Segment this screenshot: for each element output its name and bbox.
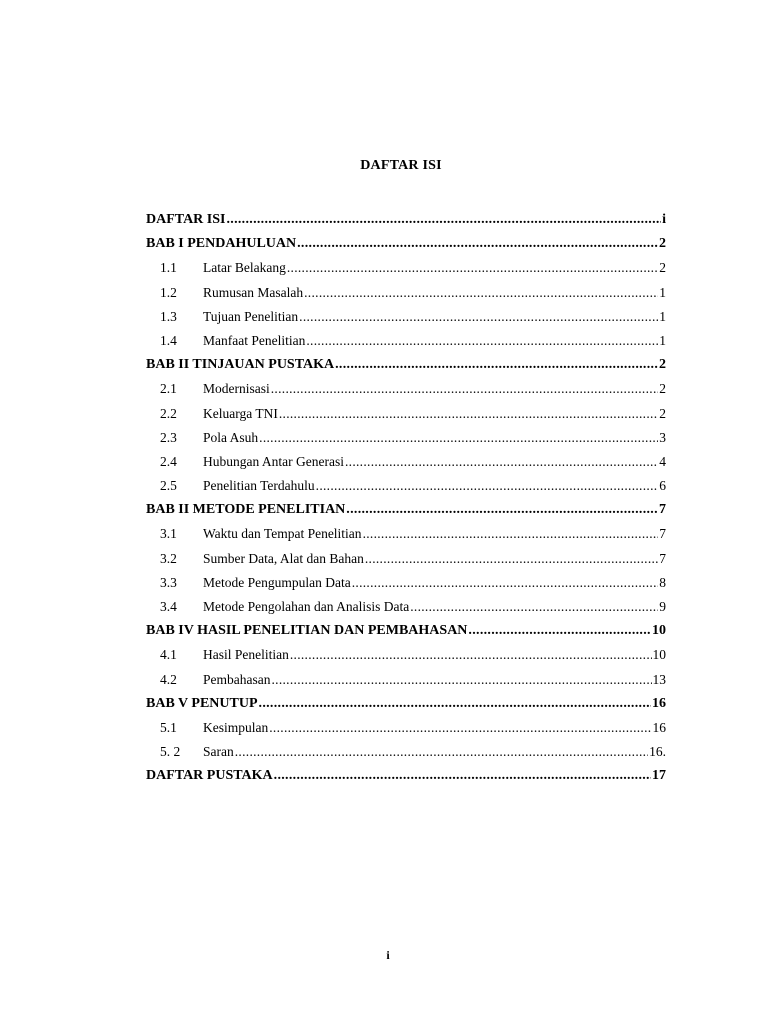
toc-section-number: 3.1 [160, 526, 177, 542]
dot-leader [269, 720, 651, 736]
toc-section-entry[interactable] [146, 285, 666, 309]
dot-leader [352, 575, 659, 591]
toc-entry-label: Manfaat Penelitian [203, 332, 306, 348]
toc-page-number: 1 [659, 284, 666, 300]
toc-section-entry[interactable] [146, 526, 666, 550]
toc-entry-label: Pembahasan [203, 671, 271, 687]
dot-leader [365, 551, 658, 567]
toc-page-number: 13 [652, 671, 666, 687]
toc-page-number: 8 [659, 574, 666, 590]
toc-section-number: 2.3 [160, 429, 177, 445]
toc-section-entry[interactable] [146, 575, 666, 599]
toc-section-number: 3.3 [160, 574, 177, 590]
toc-entry-label: BAB II METODE PENELITIAN [146, 502, 346, 518]
toc-entry-label: Hubungan Antar Generasi [203, 453, 344, 469]
toc-entry-label: Latar Belakang [203, 260, 286, 276]
toc-entry-label: Modernisasi [203, 381, 270, 397]
toc-section-number: 2.5 [160, 478, 177, 494]
toc-entry-label: DAFTAR PUSTAKA [146, 768, 273, 784]
toc-entry-label: BAB IV HASIL PENELITIAN DAN PEMBAHASAN [146, 623, 468, 639]
toc-page-number: 2 [659, 357, 666, 373]
toc-section-number: 3.4 [160, 599, 177, 614]
toc-entry-label: Penelitian Terdahulu [203, 478, 315, 494]
toc-section-entry[interactable] [146, 478, 666, 502]
toc-entry-label: Hasil Penelitian [203, 647, 289, 663]
dot-leader [363, 526, 659, 542]
toc-section-number: 1.3 [160, 308, 177, 324]
dot-leader [299, 309, 658, 325]
toc-page-number: 16 [652, 695, 666, 711]
toc-page-number: 2 [659, 381, 666, 397]
toc-page-number: 4 [659, 453, 666, 469]
toc-section-entry[interactable] [146, 309, 666, 333]
toc-section-entry[interactable] [146, 430, 666, 454]
toc-entry-label: Metode Pengolahan dan Analisis Data [203, 599, 410, 614]
toc-entry-label: Keluarga TNI [203, 405, 278, 421]
toc-page-number: 7 [659, 550, 666, 566]
toc-entry-label: Tujuan Penelitian [203, 308, 299, 324]
dot-leader [345, 454, 658, 470]
toc-page-number: 7 [659, 502, 666, 518]
toc-page-number: 7 [659, 526, 666, 542]
toc-section-number: 5. 2 [160, 744, 181, 760]
toc-section-entry[interactable] [146, 672, 666, 696]
toc-chapter-entry[interactable] [146, 212, 666, 236]
toc-page-number: 17 [652, 768, 666, 784]
toc-section-entry[interactable] [146, 647, 666, 671]
toc-entry-label: Kesimpulan [203, 719, 269, 735]
toc-section-entry[interactable] [146, 720, 666, 744]
dot-leader [271, 672, 651, 688]
toc-page-number: 10 [652, 623, 666, 639]
dot-leader [290, 647, 652, 663]
toc-page-number: 10 [652, 647, 666, 663]
toc-page-number: 3 [659, 429, 666, 445]
toc-entry-label: Rumusan Masalah [203, 284, 304, 300]
toc-page-number: 1 [659, 332, 666, 348]
toc-chapter-entry[interactable] [146, 768, 666, 792]
toc-section-number: 4.1 [160, 647, 177, 663]
toc-section-entry[interactable] [146, 551, 666, 575]
toc-section-entry[interactable] [146, 454, 666, 478]
toc-section-number: 5.1 [160, 719, 177, 735]
toc-section-number: 1.2 [160, 284, 177, 300]
toc-entry-label: BAB I PENDAHULUAN [146, 236, 297, 252]
dot-leader [271, 381, 659, 397]
dot-leader [410, 599, 658, 615]
dot-leader [335, 357, 658, 373]
table-of-contents [146, 212, 666, 793]
toc-page-number: 2 [659, 236, 666, 252]
dot-leader [259, 696, 651, 712]
dot-leader [306, 333, 658, 349]
toc-section-number: 3.2 [160, 550, 177, 566]
toc-page-number: 9 [659, 599, 666, 614]
dot-leader [235, 744, 648, 760]
toc-chapter-entry[interactable] [146, 236, 666, 260]
toc-section-number: 4.2 [160, 671, 177, 687]
dot-leader [304, 285, 658, 301]
toc-page-number: 2 [659, 260, 666, 276]
toc-page-number: 6 [659, 478, 666, 494]
dot-leader [259, 430, 658, 446]
dot-leader [297, 236, 658, 252]
toc-section-entry[interactable] [146, 260, 666, 284]
toc-entry-label: Pola Asuh [203, 429, 259, 445]
toc-entry-label: Saran [203, 744, 234, 760]
toc-chapter-entry[interactable] [146, 502, 666, 526]
toc-page-number: 16 [652, 719, 666, 735]
dot-leader [468, 623, 651, 639]
toc-section-entry[interactable] [146, 406, 666, 430]
toc-page-number: 16. [649, 744, 666, 760]
toc-chapter-entry[interactable] [146, 696, 666, 720]
toc-chapter-entry[interactable] [146, 623, 666, 647]
toc-entry-label: DAFTAR ISI [146, 212, 226, 227]
toc-entry-label: Waktu dan Tempat Penelitian [203, 526, 362, 542]
dot-leader [226, 212, 661, 228]
dot-leader [279, 406, 658, 422]
toc-section-entry[interactable] [146, 744, 666, 768]
page-title: DAFTAR ISI [360, 158, 442, 173]
dot-leader [287, 260, 658, 276]
toc-section-entry[interactable] [146, 599, 666, 623]
dot-leader [346, 502, 658, 518]
toc-section-number: 2.4 [160, 453, 177, 469]
toc-section-number: 1.1 [160, 260, 177, 276]
toc-entry-label: Sumber Data, Alat dan Bahan [203, 550, 364, 566]
toc-chapter-entry[interactable] [146, 357, 666, 381]
toc-page-number: 1 [659, 308, 666, 324]
toc-section-number: 2.1 [160, 381, 177, 397]
toc-section-entry[interactable] [146, 381, 666, 405]
dot-leader [316, 478, 659, 494]
page-number: i [386, 948, 390, 962]
dot-leader [274, 768, 651, 784]
toc-section-entry[interactable] [146, 333, 666, 357]
toc-entry-label: BAB II TINJAUAN PUSTAKA [146, 357, 335, 373]
toc-page-number: i [662, 212, 666, 227]
toc-page-number: 2 [659, 405, 666, 421]
toc-entry-label: BAB V PENUTUP [146, 695, 258, 711]
toc-section-number: 1.4 [160, 332, 177, 348]
toc-entry-label: Metode Pengumpulan Data [203, 574, 351, 590]
toc-section-number: 2.2 [160, 405, 177, 421]
